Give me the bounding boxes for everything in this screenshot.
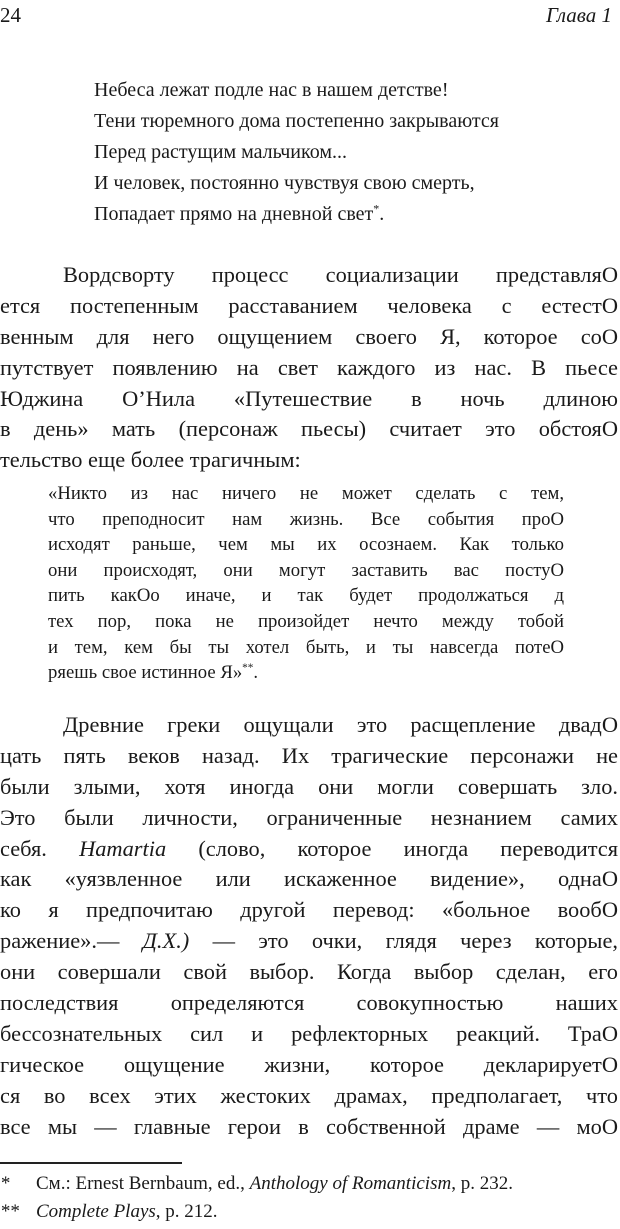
text-line: тельство еще более трагичным: bbox=[0, 447, 301, 473]
poem-line: И человек, постоянно чувствуя свою смерть, bbox=[94, 172, 475, 194]
text-line bbox=[0, 834, 618, 865]
footnotes bbox=[0, 1170, 620, 1226]
italic-term: Hamartia bbox=[79, 835, 167, 861]
text-line: бессознательных сил и рефлекторных реакций. ТраО bbox=[0, 1020, 618, 1046]
text-span: (слово, которое иногда переводится bbox=[166, 835, 619, 861]
text-span: ражение».— bbox=[0, 928, 143, 954]
poem-line-text: Попадает прямо на дневной свет bbox=[94, 203, 374, 225]
quote-line-text: ряешь свое истинное Я» bbox=[48, 662, 243, 684]
text-line: гическое ощущение жизни, которое декларируетО bbox=[0, 1051, 618, 1077]
footnote-text-before: См.: Ernest Bernbaum, ed., bbox=[36, 1173, 250, 1194]
page-number: 24 bbox=[0, 3, 21, 27]
footnote-text-after: , p. 212. bbox=[155, 1201, 218, 1222]
text-line: ется постепенным расставанием человека с естестО bbox=[0, 292, 618, 318]
footnote-mark: ** bbox=[0, 1201, 19, 1222]
footnote-title: Complete Plays bbox=[36, 1201, 156, 1222]
poem-line: Небеса лежат подле нас в нашем детстве! bbox=[94, 79, 449, 101]
text-line: они совершали свой выбор. Когда выбор сделан, его bbox=[0, 959, 618, 985]
quote-line: они происходят, они могут заставить вас постуО bbox=[48, 559, 564, 581]
quote-line-end: . bbox=[253, 662, 259, 684]
poem-line: Перед растущим мальчиком... bbox=[94, 141, 347, 163]
italic-initials: Д.Х.) bbox=[142, 928, 190, 954]
running-head bbox=[0, 2, 620, 28]
quote-line: тех пор, пока не произойдет нечто между тобой bbox=[48, 610, 564, 632]
quote-line bbox=[48, 660, 564, 686]
quote-line: и тем, кем бы ты хотел быть, и ты навсегда потеО bbox=[48, 636, 564, 658]
text-line: Юджина О’Нила «Путешествие в ночь длиною bbox=[0, 385, 618, 411]
quote-line: что преподносит нам жизнь. Все события проО bbox=[48, 508, 564, 530]
poem-line-end: . bbox=[379, 203, 385, 225]
text-line: Вордсворту процесс социализации представляО bbox=[63, 262, 618, 287]
text-span: — это очки, глядя через которые, bbox=[189, 928, 618, 954]
text-line: были злыми, хотя иногда они могли совершать зло. bbox=[0, 773, 618, 799]
text-line: венным для него ощущением своего Я, которое соО bbox=[0, 323, 618, 349]
footnote-ref: * bbox=[373, 201, 380, 216]
text-line bbox=[0, 926, 618, 957]
poem-line bbox=[94, 199, 594, 230]
text-line: как «уязвленное или искаженное видение», однаО bbox=[0, 866, 618, 892]
text-line: цать пять веков назад. Их трагические персонажи не bbox=[0, 742, 618, 768]
poem-epigraph bbox=[94, 75, 594, 230]
footnote bbox=[0, 1198, 620, 1226]
text-span: себя. bbox=[0, 835, 80, 861]
footnote-text bbox=[36, 1198, 218, 1226]
footnote-mark: * bbox=[0, 1173, 10, 1194]
chapter-title: Глава 1 bbox=[546, 3, 612, 27]
text-line: путствует появлению на свет каждого из нас. В пьесе bbox=[0, 354, 618, 380]
body-paragraph bbox=[0, 260, 618, 476]
text-line: Это были личности, ограниченные незнанием самих bbox=[0, 804, 618, 830]
footnote-text bbox=[36, 1170, 513, 1198]
block-quote bbox=[48, 481, 564, 686]
text-line: последствия определяются совокупностью наших bbox=[0, 990, 618, 1016]
quote-line: пить какОо иначе, и так будет продолжаться д bbox=[48, 585, 564, 607]
poem-line: Тени тюремного дома постепенно закрываются bbox=[94, 110, 499, 132]
text-line: ся во всех этих жестоких драмах, предполагает, что bbox=[0, 1082, 618, 1108]
text-line: ко я предпочитаю другой перевод: «больное вообО bbox=[0, 897, 618, 923]
footnote-title: Anthology of Romanticism bbox=[249, 1173, 452, 1194]
quote-line: исходят раньше, чем мы их осознаем. Как только bbox=[48, 534, 564, 556]
footnote bbox=[0, 1170, 620, 1198]
footnote-text-after: , p. 232. bbox=[451, 1173, 513, 1194]
text-line: все мы — главные герои в собственной драме — моО bbox=[0, 1113, 618, 1139]
quote-line: «Никто из нас ничего не может сделать с тем, bbox=[48, 483, 564, 504]
footnote-ref: ** bbox=[242, 661, 254, 674]
footnote-divider bbox=[0, 1162, 182, 1164]
text-line: в день» мать (персонаж пьесы) считает это обстояО bbox=[0, 416, 618, 442]
body-paragraph bbox=[0, 710, 618, 1142]
text-line: Древние греки ощущали это расщепление двадО bbox=[63, 712, 618, 737]
